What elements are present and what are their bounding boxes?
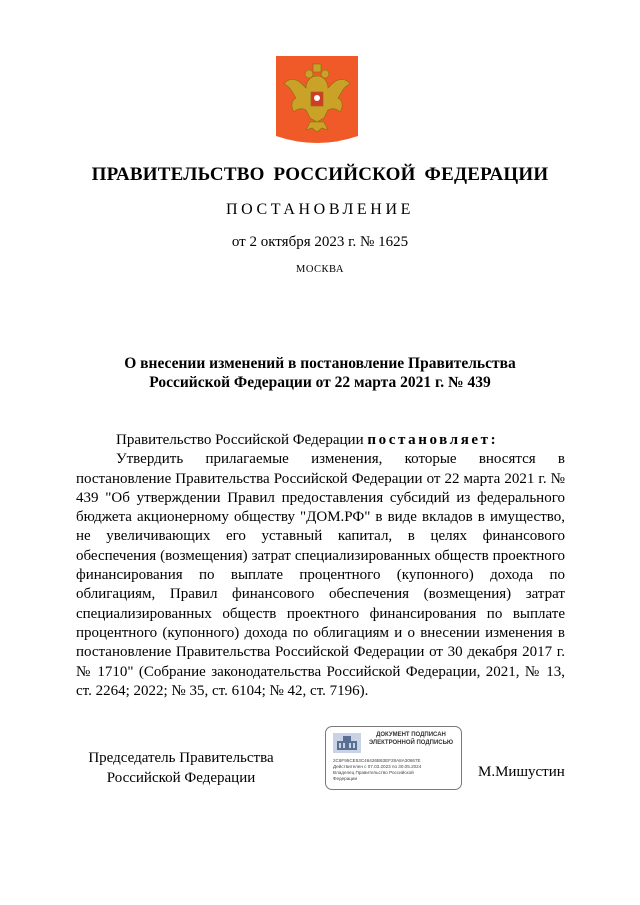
stamp-title-line-1: ДОКУМЕНТ ПОДПИСАН (376, 732, 446, 738)
signer-name: М.Мишустин (478, 764, 565, 780)
certificate-owner-line-2: Федерации (333, 776, 358, 781)
signer-title-line-2: Российской Федерации (106, 770, 256, 786)
document-body (76, 431, 565, 701)
intro-emphasis: постановляет: (367, 432, 499, 448)
subject-line-2: Российской Федерации от 22 марта 2021 г. № 439 (149, 374, 491, 391)
coat-of-arms-icon (276, 56, 358, 146)
document-type: ПОСТАНОВЛЕНИЕ (226, 201, 414, 218)
stamp-title (363, 732, 459, 747)
document-date-number: от 2 октября 2023 г. № 1625 (231, 234, 409, 250)
government-building-icon (333, 733, 361, 753)
stamp-title-line-2: ЭЛЕКТРОННОЙ ПОДПИСЬЮ (368, 739, 454, 746)
certificate-number: 2C6F95CE53C46426B63EF28A8A30667E (333, 758, 421, 763)
government-name: ПРАВИТЕЛЬСТВО РОССИЙСКОЙ ФЕДЕРАЦИИ (91, 164, 549, 185)
certificate-owner-line-1: Владелец Правительство Российской (333, 770, 414, 775)
stamp-certificate-info (333, 758, 421, 782)
document-city: МОСКВА (296, 264, 344, 275)
subject-line-1: О внесении изменений в постановление Правительства (124, 355, 516, 372)
signer-title-line-1: Председатель Правительства (88, 750, 274, 766)
document-subject (60, 354, 580, 392)
intro-text: Правительство Российской Федерации (116, 432, 368, 448)
signer-title (76, 748, 286, 788)
certificate-validity: Действителен с 07.03.2023 по 30.05.2024 (333, 764, 422, 769)
electronic-signature-stamp (325, 726, 462, 790)
resolution-intro (76, 431, 565, 450)
resolution-paragraph: Утвердить прилагаемые изменения, которые вносятся в постановление Правительства Российской Федерации от 22 марта 2021 г. № 439 "Об утверждении Правил предоставления субсидий из федерального бюджета акционерному обществу "ДОМ.РФ" в виде вкладов в имущество, не увеличивающих его уставный капитал, в целях финансового обеспечения (возмещения) затрат специализированных обществ проектного финансирования по выплате процентного (купонного) дохода по облигациям, Правил финансового обеспечения (возмещения) затрат специализированных обществ проектного финансирования по выплате процентного (купонного) дохода по облигациям и о внесении изменения в постановление Правительства Российской Федерации от 30 декабря 2017 г. № 1710" (Собрание законодательства Российской Федерации, 2021, № 13, ст. 2264; 2022; № 35, ст. 6104; № 42, ст. 7196). (76, 451, 565, 699)
